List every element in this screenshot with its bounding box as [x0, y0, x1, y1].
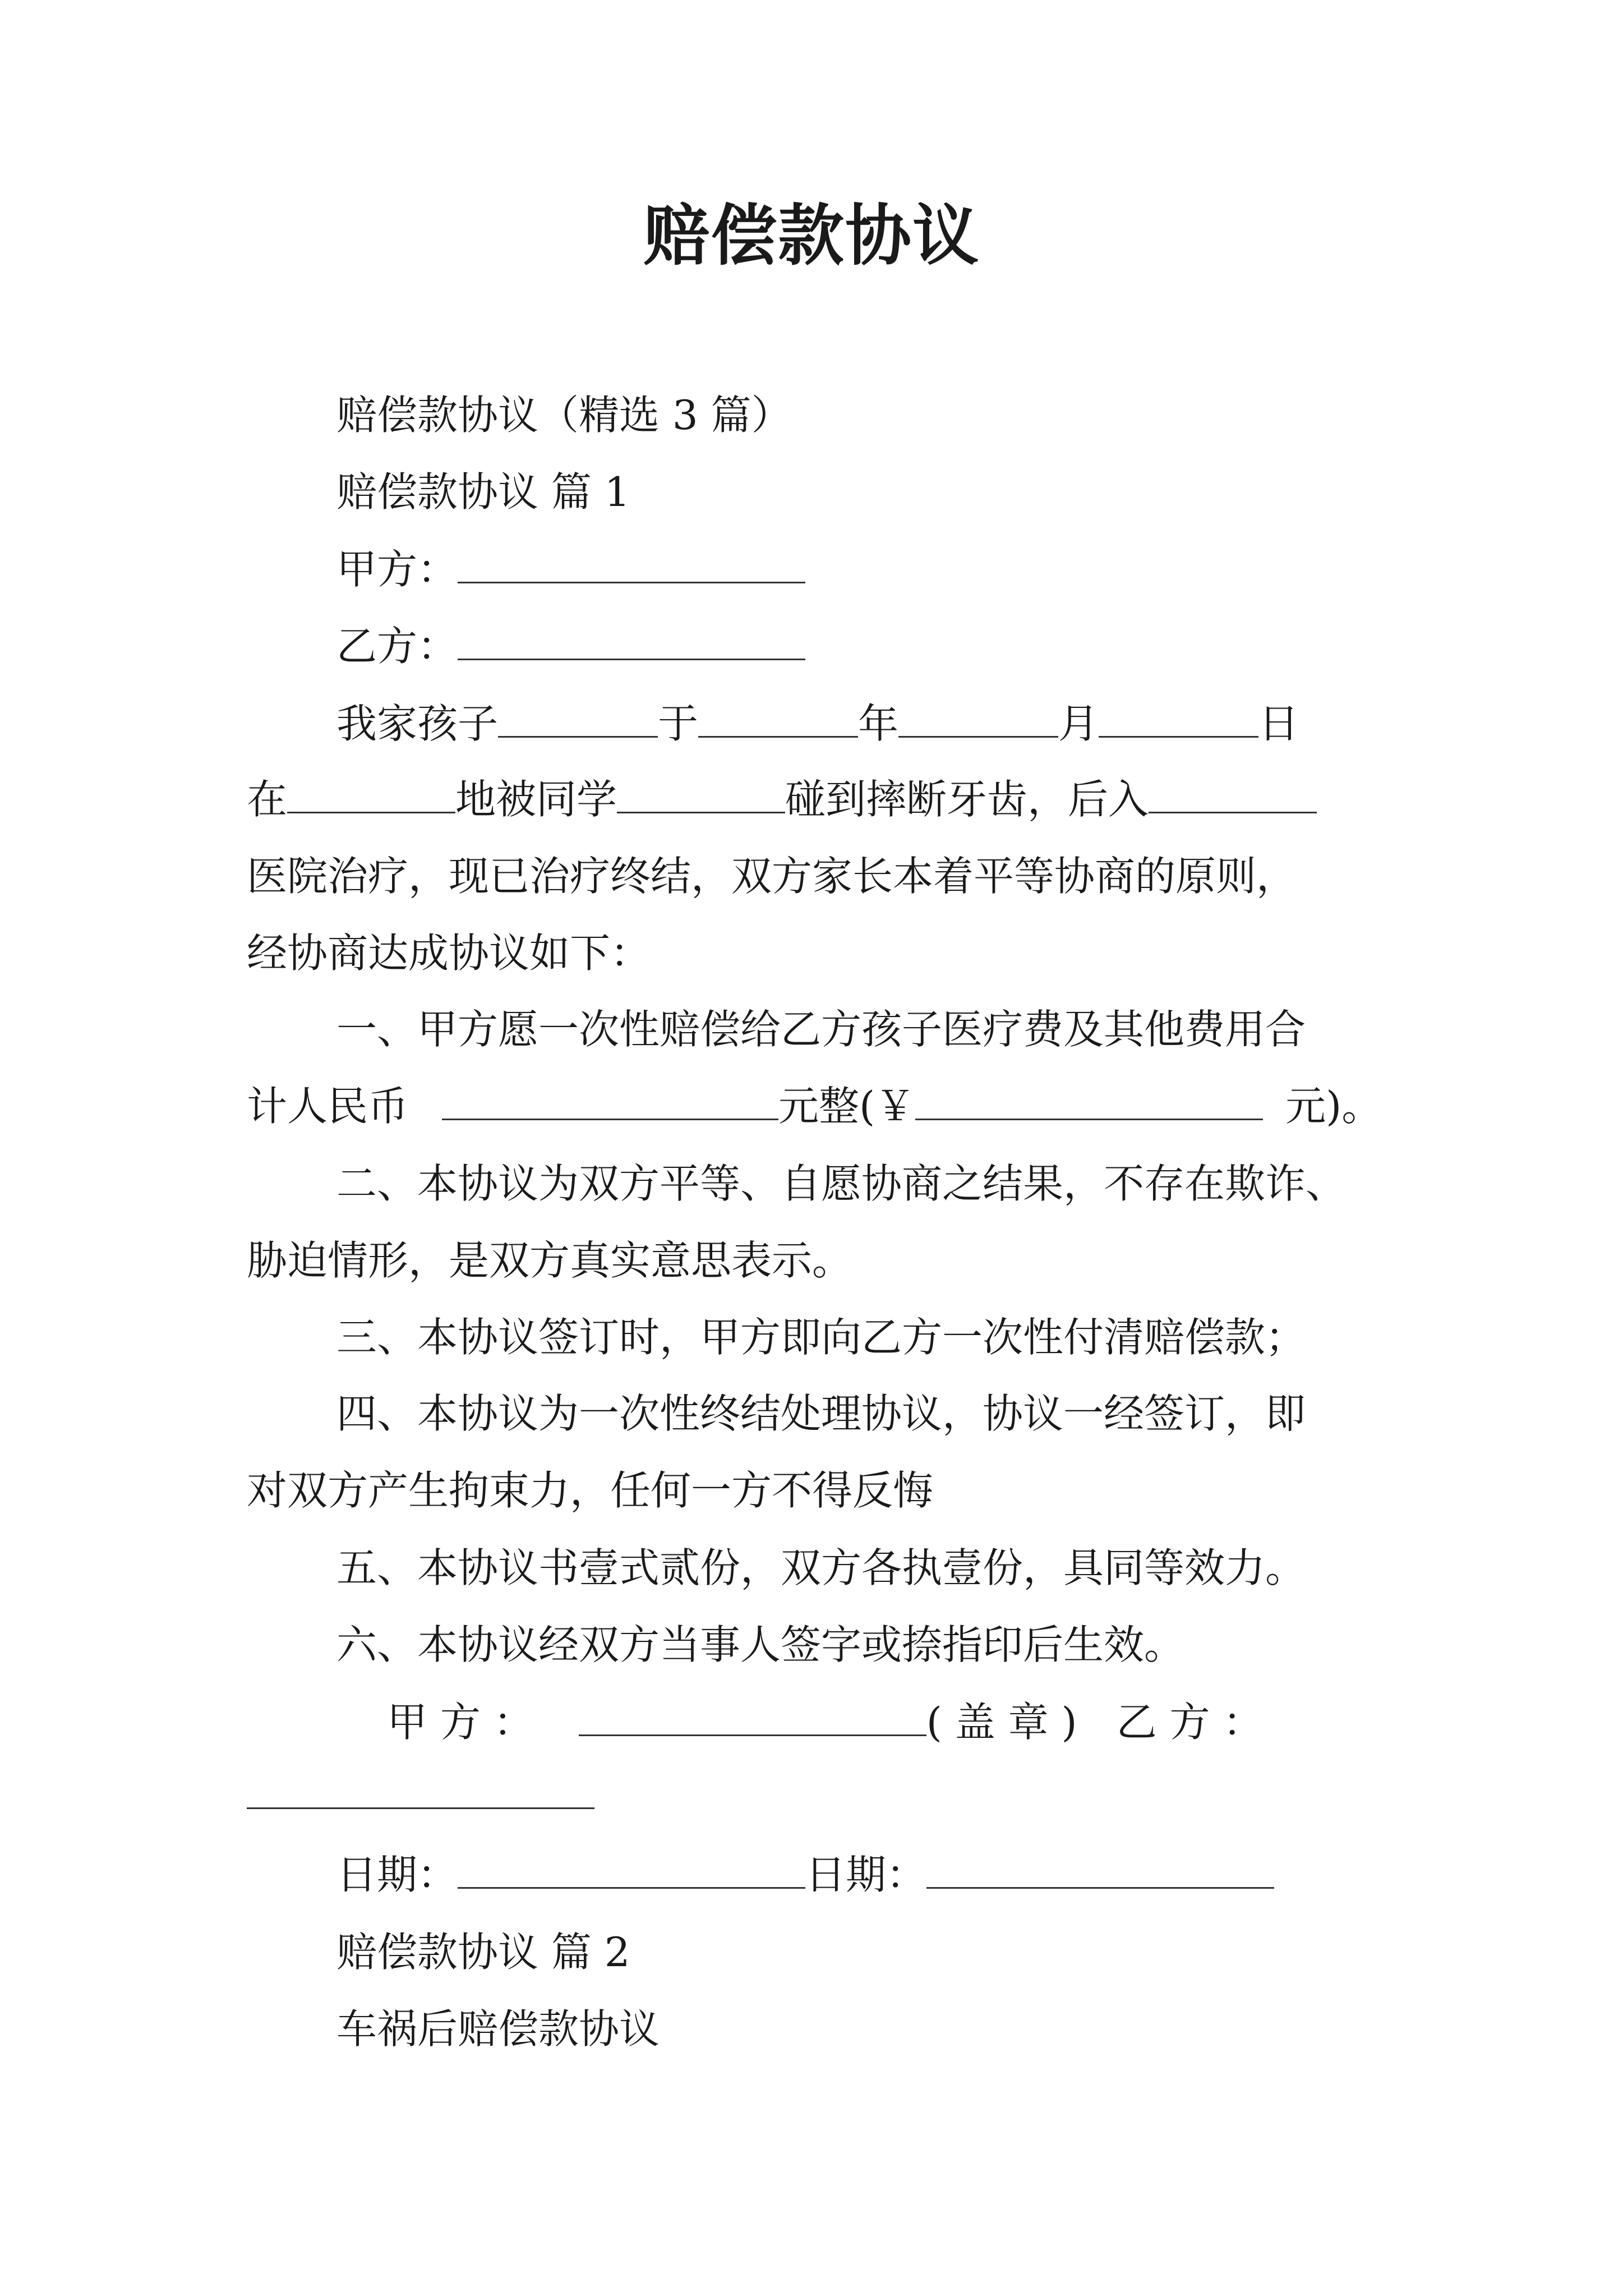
- party-a-line: [336, 541, 805, 597]
- text-segment: 月: [1058, 700, 1099, 747]
- paragraph-1-line-4: 经协商达成协议如下：: [247, 930, 651, 977]
- sign-party-a-blank: [579, 1695, 926, 1736]
- date-a-blank: [458, 1848, 805, 1889]
- blank-field: [617, 772, 785, 813]
- sign-party-b-line: [247, 1767, 594, 1823]
- intro-line: 赔偿款协议（精选 3 篇）: [336, 392, 792, 439]
- seal-label: ( 盖 章 ): [926, 1699, 1077, 1746]
- date-label-a: 日期：: [336, 1851, 458, 1898]
- blank-field: [1149, 772, 1317, 813]
- document-title: 赔偿款协议: [643, 196, 980, 274]
- sign-party-b-label: 乙 方 ：: [1116, 1699, 1264, 1746]
- sign-party-a-label: 甲 方 ：: [387, 1699, 534, 1746]
- clause-3: 三、本协议签订时，甲方即向乙方一次性付清赔偿款；: [336, 1314, 1306, 1361]
- text-segment: 我家孩子: [336, 700, 499, 747]
- text-segment: 年: [858, 700, 899, 747]
- date-b-blank: [926, 1848, 1274, 1889]
- clause-6: 六、本协议经双方当事人签字或捺指印后生效。: [336, 1621, 1185, 1668]
- signature-line: [387, 1694, 1263, 1750]
- clause-5: 五、本协议书壹式贰份，双方各执壹份，具同等效力。: [336, 1544, 1306, 1591]
- paragraph-1-line-3: 医院治疗，现已治疗终结，双方家长本着平等协商的原则，: [247, 853, 1297, 900]
- text-segment: 元整(￥: [778, 1083, 916, 1130]
- clause-4-line-1: 四、本协议为一次性终结处理协议，协议一经签订，即: [336, 1390, 1306, 1437]
- clause-1-line-2: [247, 1078, 1382, 1134]
- text-segment: 元)。: [1285, 1083, 1382, 1130]
- clause-1-line-1: 一、甲方愿一次性赔偿给乙方孩子医疗费及其他费用合: [336, 1006, 1306, 1053]
- section-2-subtitle: 车祸后赔偿款协议: [336, 2005, 660, 2053]
- text-segment: 碰到摔断牙齿，后入: [785, 776, 1149, 823]
- text-segment: 计人民币: [247, 1083, 409, 1130]
- blank-field: [1099, 697, 1258, 738]
- party-b-label: 乙方：: [336, 623, 458, 670]
- text-segment: 在: [247, 776, 288, 823]
- clause-2-line-2: 胁迫情形，是双方真实意思表示。: [247, 1237, 853, 1284]
- blank-field: [898, 697, 1058, 738]
- amount-words-blank: [442, 1079, 778, 1120]
- party-a-label: 甲方：: [336, 546, 458, 593]
- amount-number-blank: [915, 1079, 1263, 1120]
- text-segment: 日: [1258, 700, 1299, 747]
- party-b-blank: [458, 619, 805, 660]
- clause-4-line-2: 对双方产生拘束力，任何一方不得反悔: [247, 1467, 934, 1514]
- paragraph-1-line-2: [247, 771, 1317, 827]
- blank-field: [498, 697, 658, 738]
- date-line: [336, 1847, 1274, 1903]
- party-a-blank: [458, 542, 805, 583]
- date-label-b: 日期：: [805, 1851, 927, 1898]
- text-segment: 于: [658, 700, 699, 747]
- party-b-line: [336, 618, 805, 674]
- blank-field: [287, 772, 455, 813]
- sign-party-b-blank: [247, 1768, 594, 1809]
- section-heading-1: 赔偿款协议 篇 1: [336, 468, 630, 516]
- blank-field: [698, 697, 858, 738]
- section-heading-2: 赔偿款协议 篇 2: [336, 1929, 630, 1976]
- clause-2-line-1: 二、本协议为双方平等、自愿协商之结果，不存在欺诈、: [336, 1160, 1347, 1207]
- text-segment: 地被同学: [455, 776, 617, 823]
- paragraph-1-line-1: [336, 696, 1299, 752]
